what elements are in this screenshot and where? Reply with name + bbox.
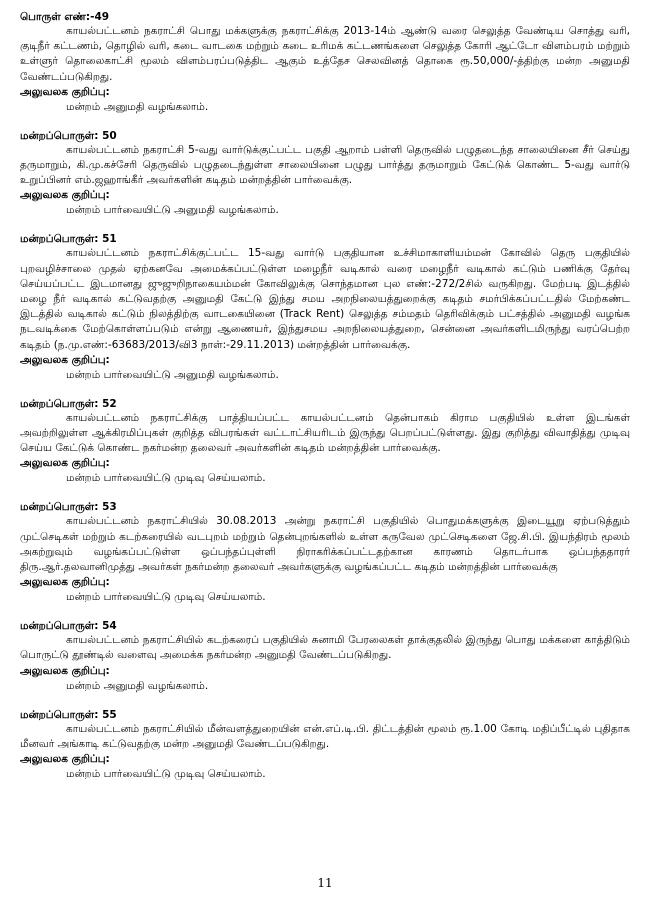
office-note-text: மன்றம் பார்வையிட்டு அனுமதி வழங்கலாம். (66, 368, 279, 381)
agenda-item-heading: பொருள் எண்:-49 (20, 11, 110, 23)
office-note-text: மன்றம் அனுமதி வழங்கலாம். (66, 679, 209, 692)
agenda-item-body: காயல்பட்டனம் நகராட்சியில் 30.08.2013 அன்று நகராட்சி பகுதியில் பொதுமக்களுக்கு இடையூறு ஏற்படுத்தும் முட்செடிகள் மற்றும் கடற்கரையில் வடபுறம் மற்றும் தென்புறங்களில் உள்ள கருவேல முட்செடிகளை ஜே.சி.பி. இயந்திரம் மூலம் அகற்றுவும் வழங்கப்பட்டுள்ள ஒப்பந்தப்புள்ளி நிராகரிக்கப்பட்டதற்கான காரணம் தொடர்பாக ஒப்பந்ததாரர் திரு.ஆர்.தலவானிமுத்து அவர்கள் நகர்மன்ற தலைவர் அவர்களுக்கு வழங்கப்பட்ட கடிதம் மன்றத்தின் பார்வைக்கு (20, 515, 630, 574)
agenda-item-heading: மன்றப்பொருள்: 54 (20, 620, 117, 633)
agenda-item-52 (20, 397, 630, 488)
agenda-item-heading: மன்றப்பொருள்: 50 (20, 129, 117, 142)
agenda-item-body: காயல்பட்டனம் நகராட்சிக்கு பாத்தியப்பட்ட காயல்பட்டனம் தென்பாகம் கிராம பகுதியில் உள்ள இடங்கள் அவற்றிலுள்ள ஆக்கிரமிப்புகள் குறித்த விபரங்கள் வட்டாட்சியரிடம் இருந்து பெறப்பட்டுள்ளது. இது குறித்து விவாதித்து முடிவு செய்ய கேட்டுக் கொண்ட நகர்மன்ற தலைவர் அவர்களின் கடிதம் மன்றத்தின் பார்வைக்கு. (20, 411, 630, 455)
agenda-item-body: காயல்பட்டனம் நகராட்சி பொது மக்களுக்கு நகராட்சிக்கு 2013-14ம் ஆண்டு வரை செலுத்த வேண்டிய சொத்து வரி, குடிநீர் கட்டணம், தொழில் வரி, கடை வாடகை மற்றும் கடை உரிமக் கட்டணங்களை செலுத்த கோரி ஆட்டோ விளம்பரம் மற்றும் உள்ளுர் தொலைகாட்சி மூலம் விளம்பரப்படுத்திட ஆகும் உத்தேச செலவினத் தொகை ரூ.50,000/-த்திற்கு மன்ற அனுமதி வேண்டப்படுகிறது. (20, 25, 630, 83)
office-note-label: அலுவலக குறிப்பு: (20, 85, 110, 98)
agenda-item-54 (20, 619, 630, 694)
office-note-label: அலுவலக குறிப்பு: (20, 353, 110, 366)
agenda-item-body: காயல்பட்டனம் நகராட்சிக்குட்பட்ட 15-வது வார்டு பகுதியான உச்சிமாகாளியம்மன் கோவில் தெரு பகுதியில் புறவழிச்சாலை முதல் ஏற்கனவே அமைக்கப்பட்டுள்ள மழைநீர் வடிகால் வரை மழைநீர் வடிகால் கட்டும் பணிக்கு தேர்வு செய்யப்பட்ட இடமானது ஜுஜுறிநாகையம்மன் கோவிலுக்கு சொந்தமான புல எண்:-272/2சில் வருகிறது. மேற்படி இடத்தில் மழை நீர் வடிகால் கட்டுவதற்கு அனுமதி கேட்டு இந்து சமய அறநிலையத்துறைக்கு கடிதம் சமர்பிக்கப்பட்டதில் மேற்கண்ட இடத்தில் வடிகால் கட்டும் நிலத்திற்கு வாடகையினை (Track Rent) செலுத்த சம்மதம் தெரிவிக்கும் பட்சத்தில் அனுமதி வழங்க நடவடிக்கை மேற்கொள்ளப்படும் என்று ஆணையர், இந்துசமய அறநிலையத்துறை, சென்னை அவர்களிடமிருந்து வரப்பெற்ற கடிதம் (ந.மு.எண்:-63683/2013/வி3 நாள்:-29.11.2013) மன்றத்தின் பார்வைக்கு. (20, 247, 630, 351)
agenda-item-body: காயல்பட்டனம் நகராட்சி 5-வது வார்டுக்குட்பட்ட பகுதி ஆறாம் பள்ளி தெருவில் பழுதடைந்த சாலையினை சீர் செய்து தருமாறும், கி.மு.கச்சேரி தெருவில் பழுதடைந்துள்ள சாலையினை பழுது பார்த்து தருமாறும் கேட்டுக் கொண்ட 5-வது வார்டு உறுப்பினர் எம்.ஜஹாங்கீர் அவர்களின் கடிதம் மன்றத்தின் பார்வைக்கு. (20, 143, 630, 187)
document-page (20, 10, 630, 796)
agenda-item-body: காயல்பட்டனம் நகராட்சியில் மீன்வளத்துறையின் என்.எப்.டி.பி. திட்டத்தின் மூலம் ரூ.1.00 கோடி மதிப்பீட்டில் புதிதாக மீனவர் அங்காடி கட்டுவதற்கு மன்ற அனுமதி வேண்டப்படுகிறது. (20, 722, 630, 750)
office-note-label: அலுவலக குறிப்பு: (20, 189, 110, 202)
agenda-item-heading: மன்றப்பொருள்: 51 (20, 233, 117, 246)
agenda-item-53 (20, 500, 630, 606)
agenda-item-heading: மன்றப்பொருள்: 53 (20, 501, 117, 514)
agenda-item-51 (20, 232, 630, 383)
office-note-text: மன்றம் பார்வையிட்டு அனுமதி வழங்கலாம். (66, 204, 279, 217)
office-note-text: மன்றம் பார்வையிட்டு முடிவு செய்யலாம். (66, 591, 266, 604)
office-note-text: மன்றம் பார்வையிட்டு முடிவு செய்யலாம். (66, 472, 266, 485)
office-note-label: அலுவலக குறிப்பு: (20, 664, 110, 677)
agenda-item-55 (20, 708, 630, 783)
page-number: 11 (317, 876, 333, 890)
office-note-label: அலுவலக குறிப்பு: (20, 457, 110, 470)
office-note-label: அலுவலக குறிப்பு: (20, 753, 110, 766)
office-note-text: மன்றம் அனுமதி வழங்கலாம். (66, 100, 209, 113)
agenda-item-50 (20, 129, 630, 220)
agenda-item-49 (20, 10, 630, 116)
office-note-label: அலுவலக குறிப்பு: (20, 576, 110, 589)
office-note-text: மன்றம் பார்வையிட்டு முடிவு செய்யலாம். (66, 768, 266, 781)
agenda-item-body: காயல்பட்டனம் நகராட்சியில் கடற்கரைப் பகுதியில் சுனாமி பேரலைகள் தாக்குதலில் இருந்து பொது மக்களை காத்திடும் பொருட்டு தூண்டில் வளைவு அமைக்க நகர்மன்ற அனுமதி வேண்டப்படுகிறது. (20, 634, 630, 662)
agenda-item-heading: மன்றப்பொருள்: 52 (20, 397, 117, 410)
agenda-item-heading: மன்றப்பொருள்: 55 (20, 708, 117, 721)
